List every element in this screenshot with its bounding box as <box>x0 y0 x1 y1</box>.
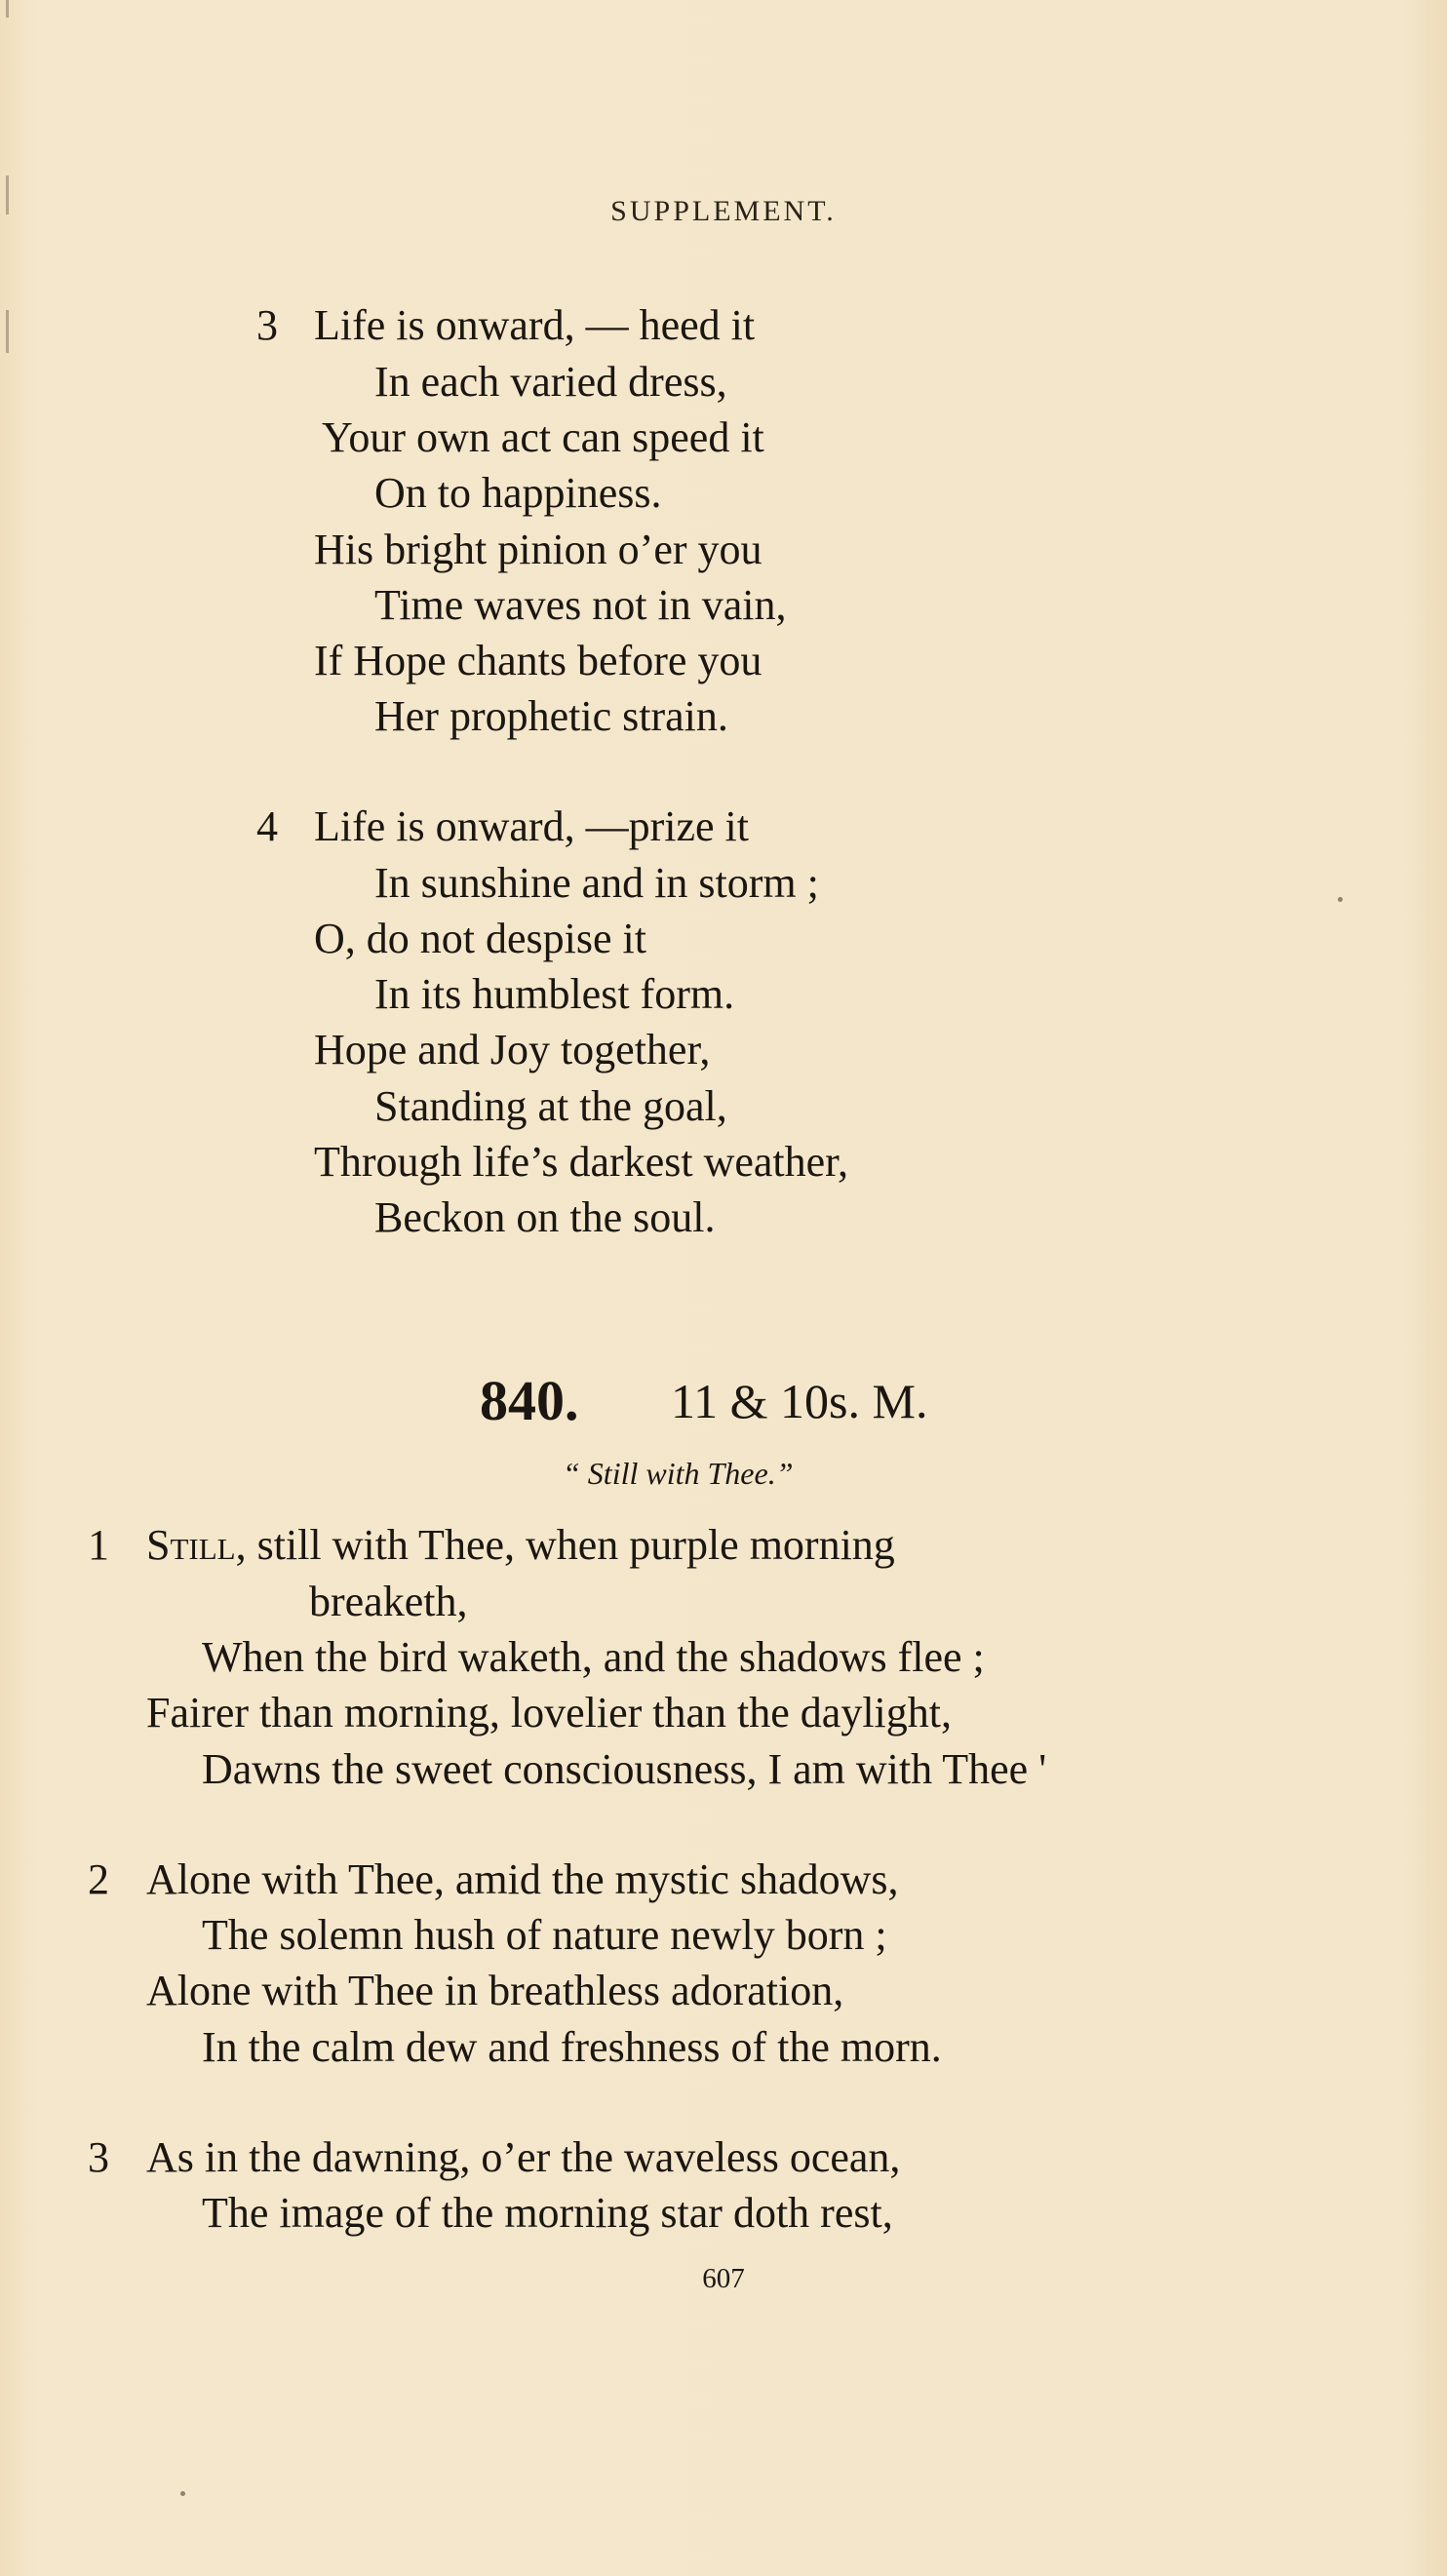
verse-line-rest: still with Thee, when purple morning <box>246 1521 895 1569</box>
print-speck <box>1338 897 1343 902</box>
verse-line: Alone with Thee in breathless adoration, <box>146 1967 844 2014</box>
stanza-number: 2 <box>88 1855 109 1903</box>
stanza-number: 4 <box>256 802 278 850</box>
verse-line: Time waves not in vain, <box>374 581 787 629</box>
verse-line: Life is onward, — heed it <box>314 301 756 349</box>
page-number: 607 <box>702 2263 745 2294</box>
verse-line: O, do not despise it <box>314 915 646 962</box>
running-head: SUPPLEMENT. <box>610 195 837 227</box>
verse-line: In its humblest form. <box>374 970 735 1018</box>
hymn-meter: 11 & 10s. M. <box>671 1374 928 1428</box>
verse-line: As in the dawning, o’er the waveless ocean, <box>146 2133 901 2181</box>
verse-line: On to happiness. <box>374 469 662 517</box>
verse-line: Fairer than morning, lovelier than the daylight, <box>146 1689 953 1737</box>
print-speck <box>180 2491 185 2496</box>
verse-line: If Hope chants before you <box>314 637 763 684</box>
stanza-number: 3 <box>256 301 278 349</box>
verse-line: Dawns the sweet consciousness, I am with Thee ' <box>202 1745 1047 1793</box>
verse-line: The image of the morning star doth rest, <box>202 2189 893 2237</box>
verse-line: Her prophetic strain. <box>374 692 728 740</box>
verse-line: breaketh, <box>309 1578 468 1625</box>
verse-line: When the bird waketh, and the shadows flee ; <box>202 1633 985 1681</box>
verse-line: The solemn hush of nature newly born ; <box>202 1911 887 1959</box>
hymn-number: 840. <box>480 1369 579 1432</box>
verse-line: In the calm dew and freshness of the morn. <box>202 2023 942 2071</box>
stanza-number: 1 <box>88 1521 109 1569</box>
verse-line: Your own act can speed it <box>322 413 764 461</box>
verse-line: Beckon on the soul. <box>374 1193 716 1241</box>
verse-line: Life is onward, —prize it <box>314 802 749 850</box>
verse-line: Through life’s darkest weather, <box>314 1138 849 1186</box>
verse-line: In each varied dress, <box>374 358 727 406</box>
verse-line: Standing at the goal, <box>374 1082 727 1130</box>
binding-edge-mark <box>6 0 9 18</box>
verse-line: Hope and Joy together, <box>314 1026 711 1073</box>
verse-line: Alone with Thee, amid the mystic shadows, <box>146 1855 899 1903</box>
verse-line: In sunshine and in storm ; <box>374 859 819 907</box>
verse-line: His bright pinion o’er you <box>314 526 763 573</box>
first-word: Still, <box>146 1521 247 1569</box>
binding-edge-mark <box>6 310 9 353</box>
stanza-number: 3 <box>88 2133 109 2181</box>
verse-line <box>146 1521 895 1569</box>
hymn-title: “ Still with Thee.” <box>563 1456 794 1491</box>
